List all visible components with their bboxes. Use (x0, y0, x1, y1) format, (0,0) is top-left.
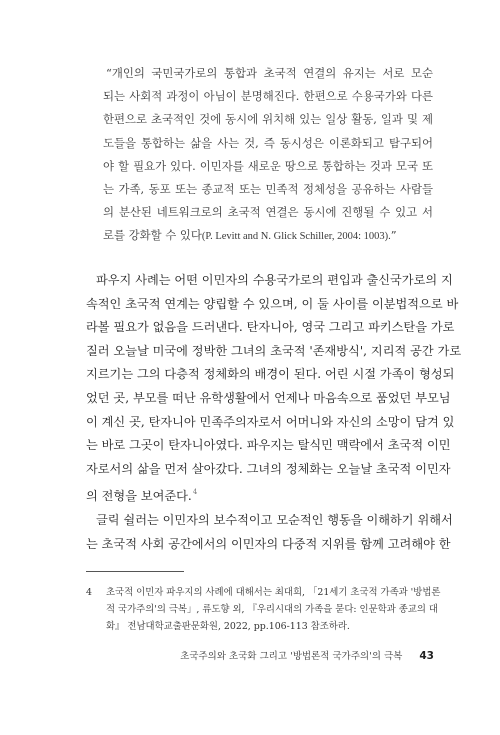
quote-line: 도들을 통합하는 삶을 사는 것, 즉 동시성은 이론화되고 탐구되어 (103, 135, 433, 150)
footnote-text (106, 584, 441, 636)
quote-closing-mark: ” (390, 228, 397, 243)
footnote (86, 584, 441, 636)
quote-line: 의 분산된 네트워크로의 초국적 연결은 동시에 진행될 수 있고 서 (103, 205, 433, 220)
paragraph-line: 속적인 초국적 연계는 양립할 수 있으며, 이 둘 사이를 이분법적으로 바 (86, 296, 459, 311)
footnote-line: 적 국가주의'의 극복」, 류도향 외, 『우리시대의 가족을 묻다: 인문학과 종교의 대 (106, 604, 438, 616)
footnote-number: 4 (86, 587, 92, 598)
footnote-divider (86, 571, 184, 572)
body-text (86, 269, 462, 556)
footnote-reference[interactable]: 4 (192, 488, 198, 497)
paragraph-line: 었던 곳, 부모를 떠난 유학생활에서 언제나 마음속으로 품었던 부모님 (86, 390, 451, 405)
paragraph-line: 자로서의 삶을 먼저 살아갔다. 그녀의 정체화는 오늘날 초국적 이민자 (86, 461, 451, 476)
footnote-line: 화』 전남대학교출판문화원, 2022, pp.106-113 참조하라. (106, 621, 350, 633)
paragraph-line: 지르기는 그의 다층적 정체화의 배경이 된다. 어린 시절 가족이 형성되 (86, 367, 455, 382)
page-footer (180, 648, 434, 662)
paragraph-line: 는 바로 그곳이 탄자니아였다. 파우지는 탈식민 맥락에서 초국적 이민 (86, 438, 451, 453)
paragraph-line: 는 초국적 사회 공간에서의 이민자의 다중적 지위를 함께 고려해야 한 (86, 536, 451, 551)
paragraph-line: 질러 오늘날 미국에 정박한 그녀의 초국적 '존재방식', 지리적 공간 가로 (86, 343, 462, 358)
paragraph-line: 파우지 사례는 어떤 이민자의 수용국가로의 편입과 출신국가로의 지 (96, 273, 453, 287)
page-number: 43 (419, 650, 434, 662)
quote-line: 야 할 필요가 있다. 이민자를 새로운 땅으로 통합하는 것과 모국 또 (103, 158, 433, 173)
paragraph-line: 의 전형을 보여준다. (86, 489, 192, 504)
block-quote (103, 62, 433, 249)
running-title: 초국주의와 초국화 그리고 '방법론적 국가주의'의 극복 (180, 651, 403, 662)
quote-line: 되는 사회적 과정이 아님이 분명해진다. 한편으로 수용국가와 다른 (103, 89, 433, 104)
paragraph-line: 이 계신 곳, 탄자니아 민족주의자로서 어머니와 자신의 소망이 담겨 있 (86, 414, 455, 429)
quote-line: 한편으로 초국적인 것에 동시에 위치해 있는 일상 활동, 일과 및 제 (103, 112, 433, 127)
quote-line: 는 가족, 동포 또는 종교적 또는 민족적 정체성을 공유하는 사람들 (103, 182, 433, 197)
quote-last-line (103, 224, 433, 248)
quote-line: 로를 강화할 수 있다 (103, 228, 202, 243)
quote-line: “개인의 국민국가로의 통합과 초국적 연결의 유지는 서로 모순 (106, 66, 433, 80)
paragraph-line: 라볼 필요가 없음을 드러낸다. 탄자니아, 영국 그리고 파키스탄을 가로 (86, 320, 455, 335)
paragraph-last-line (86, 481, 434, 509)
paragraph-line: 글릭 쉴러는 이민자의 보수적이고 모순적인 행동을 이해하기 위해서 (96, 512, 453, 527)
quote-citation: (P. Levitt and N. Glick Schiller, 2004: 1003). (201, 231, 391, 243)
footnote-line: 초국적 이민자 파우지의 사례에 대해서는 최대희, 「21세기 초국적 가족과 '방법론 (106, 587, 441, 598)
